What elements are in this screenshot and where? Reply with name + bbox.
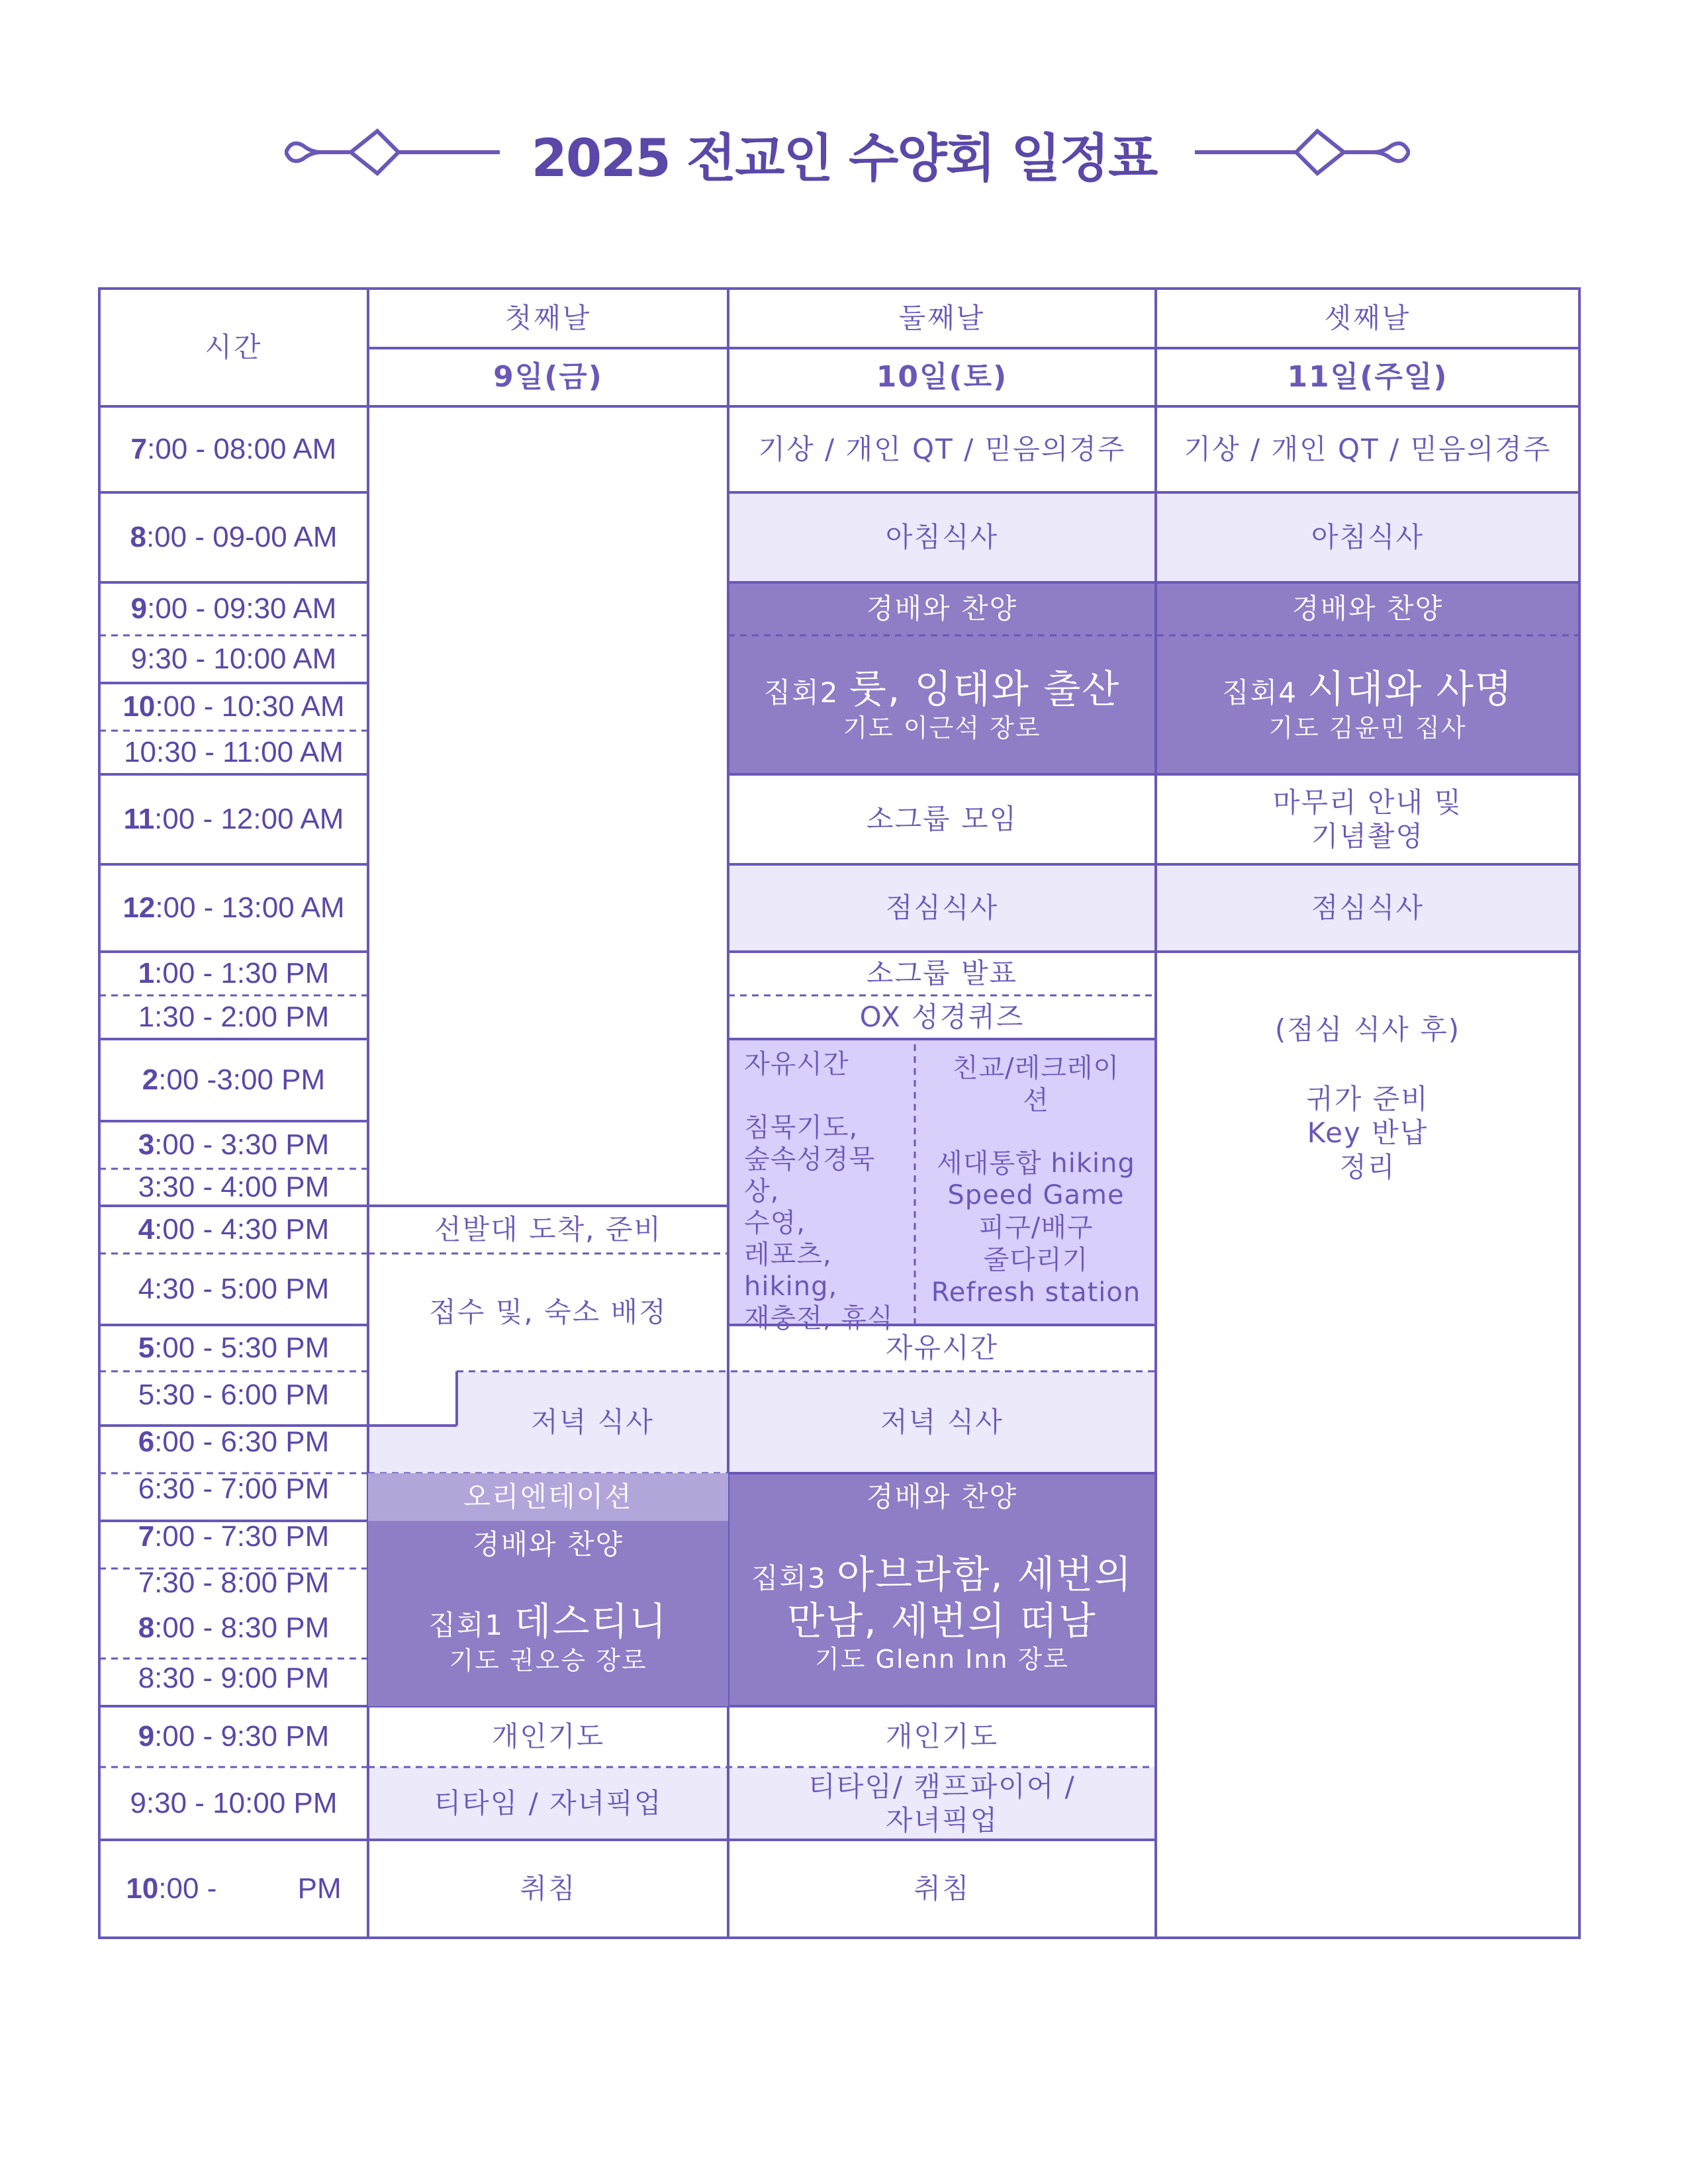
session-prayer: 기도 김윤민 집사: [1268, 713, 1467, 743]
day2-session2: [728, 635, 1156, 774]
session-prayer: 기도 이근석 장로: [843, 713, 1041, 743]
time-slot: 6:00 - 6:30 PM: [138, 1426, 330, 1459]
right-ornament-icon: [1192, 126, 1410, 179]
session-prefix: 집회1: [428, 1609, 504, 1642]
recreation-title-2: 션: [1023, 1085, 1049, 1116]
day1-prayer: 개인기도: [491, 1720, 605, 1753]
time-slot: 12:00 - 13:00 AM: [122, 891, 345, 925]
return-line: Key 반납: [1307, 1116, 1429, 1150]
time-slot: 6:30 - 7:00 PM: [138, 1473, 330, 1506]
closing-line: 기념촬영: [1311, 820, 1425, 852]
day2-ox-quiz: OX 성경퀴즈: [859, 1001, 1025, 1034]
time-header: 시간: [205, 331, 263, 364]
day1-name: 첫째날: [504, 302, 592, 335]
time-slot: 5:00 - 5:30 PM: [138, 1332, 330, 1365]
time-slot: 9:30 - 10:00 AM: [130, 643, 337, 676]
day2-date: 10일(토): [876, 360, 1008, 394]
free-time-line: 레포츠,: [744, 1240, 832, 1270]
session-prefix: 집회2: [763, 676, 839, 709]
recreation-line: 세대통합 hiking: [937, 1148, 1135, 1179]
day3-date: 11일(주일): [1287, 360, 1448, 394]
recreation-line: Speed Game: [947, 1180, 1125, 1211]
left-ornament-icon: [285, 126, 503, 179]
day3-closing: [1156, 774, 1579, 864]
session-title: 시대와 사명: [1307, 666, 1513, 712]
day2-wake: 기상 / 개인 QT / 믿음의경주: [758, 433, 1126, 466]
recreation-line: 피구/배구: [978, 1212, 1094, 1244]
after-lunch-note: (점심 식사 후): [1274, 1013, 1461, 1046]
day3-session4: [1156, 635, 1579, 774]
day1-arrival: 선발대 도착, 준비: [434, 1213, 663, 1246]
time-slot: 8:30 - 9:00 PM: [138, 1662, 330, 1695]
teatime-line: 자녀픽업: [885, 1804, 999, 1837]
time-slot: 1:30 - 2:00 PM: [138, 1001, 330, 1034]
closing-line: 마무리 안내 및: [1272, 786, 1463, 819]
day2-breakfast: 아침식사: [885, 521, 999, 554]
free-time-line: 침묵기도,: [744, 1113, 859, 1143]
return-line: 정리: [1339, 1150, 1396, 1183]
session-prayer: 기도 권오승 장로: [449, 1645, 647, 1675]
day2-prayer: 개인기도: [885, 1720, 999, 1753]
day2-lunch: 점심식사: [885, 891, 999, 925]
time-column: [99, 406, 368, 1938]
day2-free-time: [728, 1039, 915, 1334]
day2-group-presentation: 소그룹 발표: [866, 957, 1018, 990]
time-slot: 9:00 - 09:30 AM: [130, 592, 337, 625]
time-slot: 10:00 - PM: [126, 1872, 342, 1905]
day2-dinner: 저녁 식사: [880, 1406, 1004, 1439]
time-slot: 8:00 - 8:30 PM: [138, 1612, 330, 1645]
session-title: 데스티니: [514, 1599, 668, 1645]
session-title-2: 만남, 세번의 떠남: [787, 1598, 1097, 1643]
time-slot: 11:00 - 12:00 AM: [123, 803, 344, 836]
day1-teatime: 티타임 / 자녀픽업: [434, 1787, 663, 1820]
session-title: 아브라함, 세번의: [837, 1552, 1133, 1598]
free-time-line: hiking,: [744, 1271, 838, 1302]
day3-breakfast: 아침식사: [1311, 521, 1425, 554]
day1-checkin: 접수 및, 숙소 배정: [429, 1296, 667, 1329]
time-slot: 4:00 - 4:30 PM: [138, 1213, 330, 1246]
time-slot: 4:30 - 5:00 PM: [138, 1273, 330, 1306]
session-title: 룻, 잉태와 출산: [849, 666, 1121, 712]
free-time-line: 상,: [744, 1176, 780, 1206]
time-slot: 10:00 - 10:30 AM: [122, 690, 345, 723]
day3-wake: 기상 / 개인 QT / 믿음의경주: [1184, 433, 1552, 466]
free-time-title: 자유시간: [744, 1049, 849, 1079]
time-slot: 9:00 - 9:30 PM: [138, 1720, 330, 1753]
recreation-title: 친교/레크레이: [952, 1053, 1120, 1083]
recreation-line: 줄다리기: [983, 1244, 1089, 1275]
day2-teatime: [728, 1767, 1156, 1840]
day1-date: 9일(금): [493, 360, 603, 394]
teatime-line: 티타임/ 캠프파이어 /: [808, 1770, 1076, 1803]
day2-session3: [728, 1521, 1156, 1706]
time-slot: 5:30 - 6:00 PM: [138, 1379, 330, 1412]
day2-sleep: 취침: [914, 1872, 970, 1905]
time-slot: 8:00 - 09-00 AM: [130, 521, 338, 554]
free-time-line: 수영,: [744, 1208, 806, 1238]
time-slot: 7:30 - 8:00 PM: [138, 1567, 330, 1600]
free-time-line: 재충전, 휴식: [744, 1303, 894, 1334]
return-line: 귀가 준비: [1306, 1083, 1429, 1116]
session-prefix: 집회3: [751, 1562, 827, 1595]
day3-name: 셋째날: [1324, 302, 1411, 335]
free-time-line: 숲속성경묵: [744, 1144, 876, 1175]
time-slot: 1:00 - 1:30 PM: [138, 957, 330, 990]
day2-worship-am: 경배와 찬양: [866, 592, 1018, 625]
day1-orientation: 오리엔테이션: [368, 1473, 728, 1521]
day3-lunch: 점심식사: [1311, 891, 1425, 925]
day1-worship: 경배와 찬양: [368, 1521, 728, 1569]
day3-worship: 경배와 찬양: [1291, 592, 1444, 625]
time-slot: 2:00 -3:00 PM: [142, 1064, 326, 1097]
time-slot: 9:30 - 10:00 PM: [130, 1787, 338, 1820]
day1-session1: [368, 1569, 728, 1706]
page-title: 2025 전교인 수양회 일정표: [531, 129, 1157, 189]
time-slot: 7:00 - 7:30 PM: [138, 1520, 330, 1553]
time-slot: 10:30 - 11:00 AM: [124, 736, 344, 769]
day3-afternoon: [1156, 1013, 1579, 1205]
day2-name: 둘째날: [898, 302, 986, 335]
session-prefix: 집회4: [1222, 676, 1297, 709]
time-slot: 3:00 - 3:30 PM: [138, 1128, 330, 1161]
time-slot: 7:00 - 08:00 AM: [130, 433, 337, 466]
time-slot: 3:30 - 4:00 PM: [138, 1171, 330, 1204]
day2-small-group: 소그룹 모임: [866, 803, 1018, 836]
day2-worship-pm: 경배와 찬양: [866, 1480, 1018, 1514]
day2-recreation: [916, 1039, 1156, 1325]
day1-dinner: 저녁 식사: [531, 1406, 654, 1439]
recreation-line: Refresh station: [931, 1277, 1141, 1308]
session-prayer: 기도 Glenn Inn 장로: [815, 1645, 1069, 1674]
day1-sleep: 취침: [520, 1872, 577, 1905]
day2-free-time-2: 자유시간: [885, 1332, 999, 1365]
